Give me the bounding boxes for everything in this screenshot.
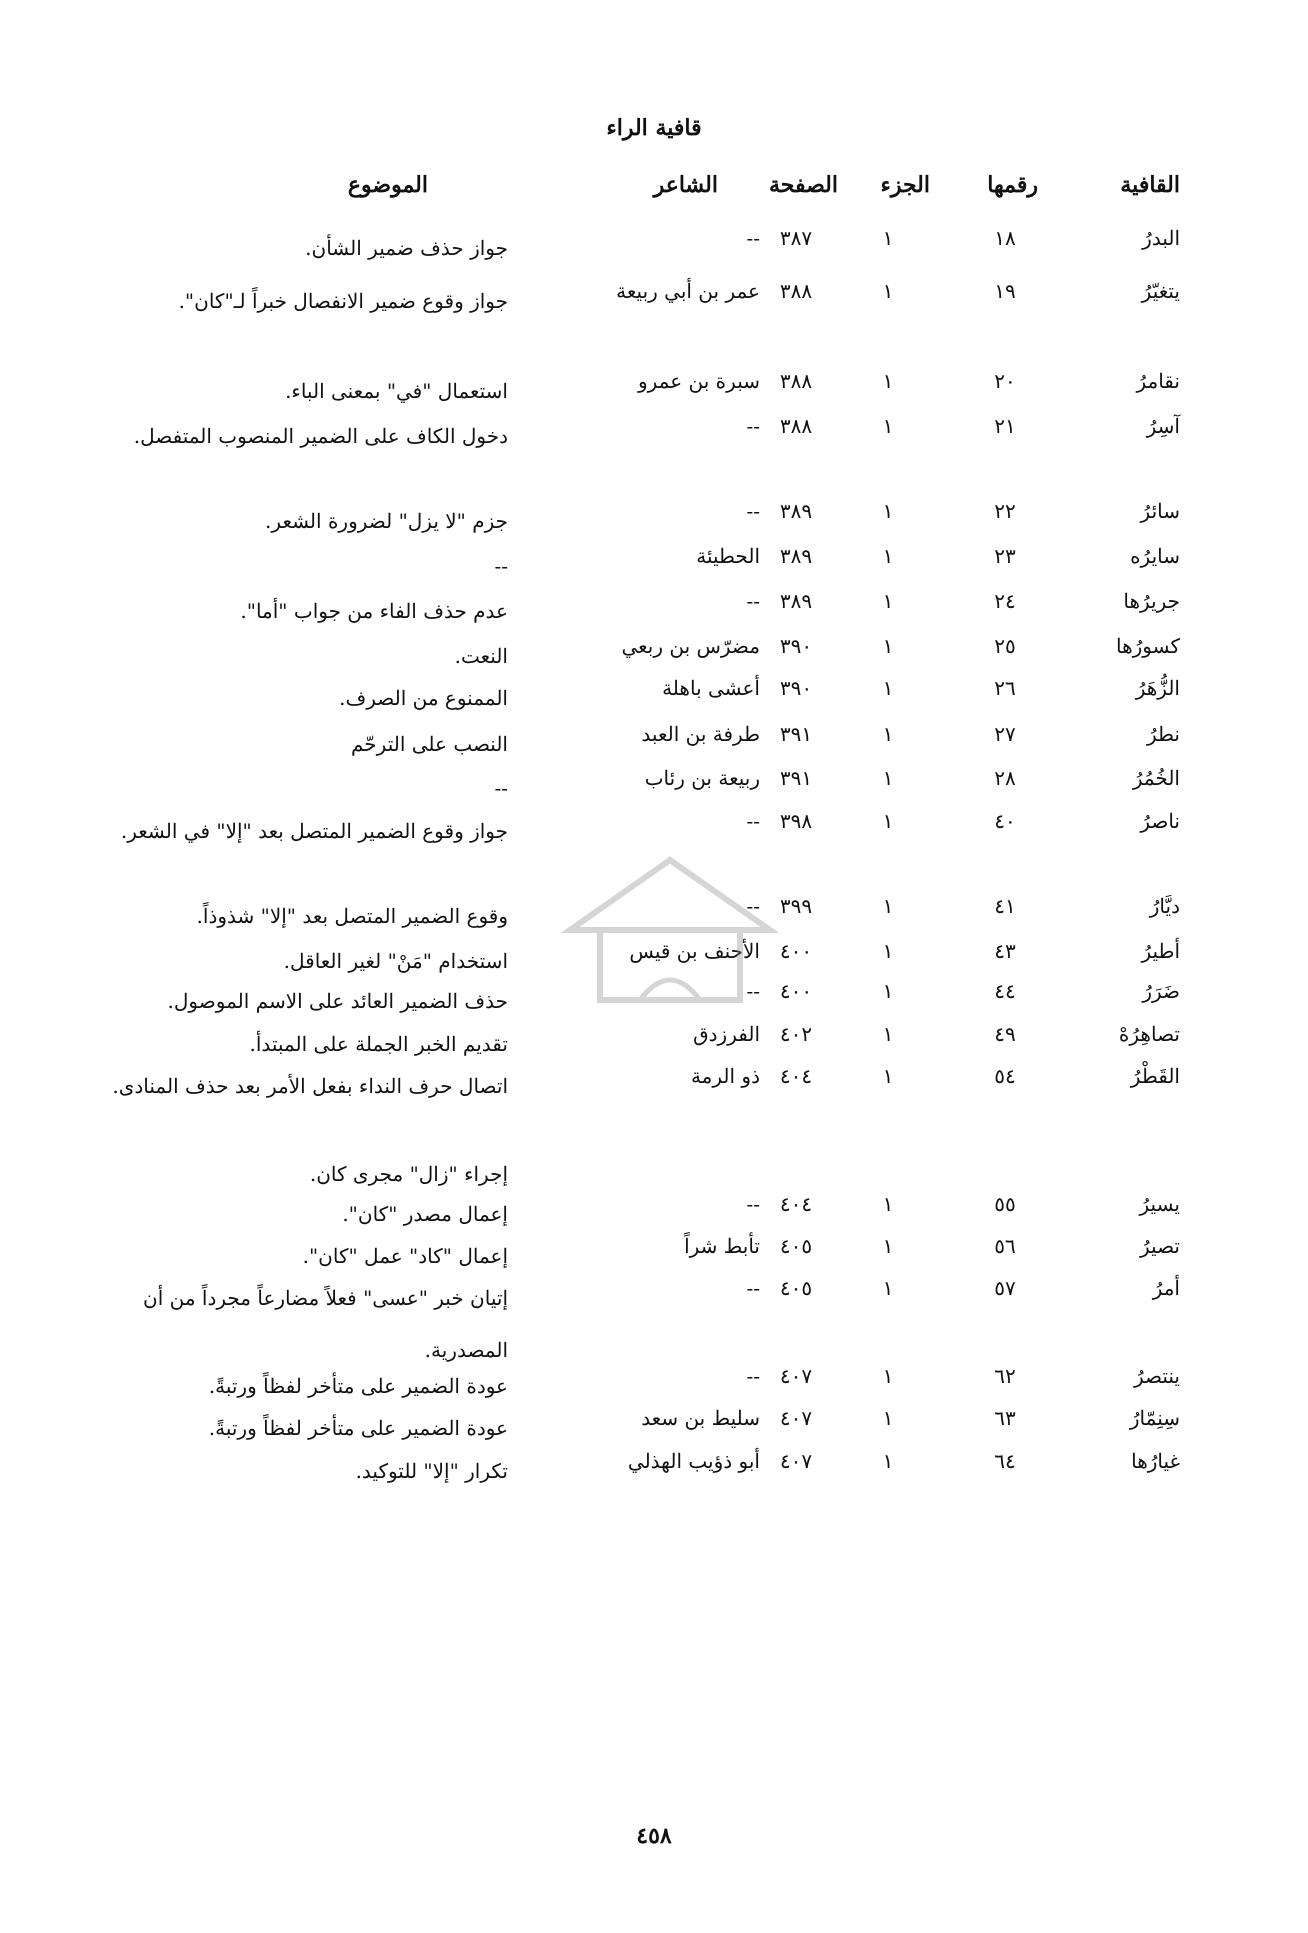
header-num: رقمها: [987, 172, 1038, 198]
qafiya-cell: سِنِمّارُ: [1129, 1406, 1180, 1430]
poet-cell: --: [746, 1192, 760, 1216]
poet-cell: مضرّس بن ربعي: [621, 634, 760, 658]
qafiya-cell: تصيرُ: [1140, 1234, 1180, 1258]
topic-cell: استعمال "في" بمعنى الباء.: [285, 379, 508, 403]
page-cell: ٣٨٧: [779, 226, 813, 250]
number-cell: ٢٤: [994, 589, 1016, 613]
volume-cell: ١: [882, 1449, 894, 1473]
header-qafiya: القافية: [1120, 172, 1180, 198]
volume-cell: ١: [882, 634, 894, 658]
number-cell: ٤٣: [994, 939, 1016, 963]
page-cell: ٣٩٠: [779, 634, 813, 658]
poet-cell: الفرزدق: [693, 1022, 760, 1046]
poet-cell: --: [746, 226, 760, 250]
number-cell: ٦٣: [994, 1406, 1016, 1430]
volume-cell: ١: [882, 1064, 894, 1088]
poet-cell: أبو ذؤيب الهذلي: [627, 1449, 760, 1473]
number-cell: ٢٥: [994, 634, 1016, 658]
poet-cell: --: [746, 499, 760, 523]
page-cell: ٣٩٩: [779, 894, 813, 918]
topic-cell: جواز وقوع الضمير المتصل بعد "إلا" في الشعر.: [120, 819, 508, 843]
page-cell: ٣٩١: [779, 766, 813, 790]
poet-cell: ذو الرمة: [690, 1064, 760, 1088]
volume-cell: ١: [882, 279, 894, 303]
topic-cell: اتصال حرف النداء بفعل الأمر بعد حذف المنادى.: [112, 1074, 508, 1098]
poet-cell: تأبط شراً: [684, 1234, 760, 1258]
poet-cell: --: [746, 414, 760, 438]
qafiya-cell: يتغيّرُ: [1141, 279, 1180, 303]
qafiya-cell: كسورُها: [1116, 634, 1180, 658]
number-cell: ٢٣: [994, 544, 1016, 568]
topic-cell: النصب على الترحّم: [350, 732, 508, 756]
poet-cell: أعشى باهلة: [662, 676, 760, 700]
volume-cell: ١: [882, 499, 894, 523]
number-cell: ٢٨: [994, 766, 1016, 790]
number-cell: ٤١: [994, 894, 1016, 918]
qafiya-cell: ضَرَرُ: [1142, 979, 1180, 1003]
qafiya-cell: القَطْرُ: [1130, 1064, 1180, 1088]
poet-cell: --: [746, 809, 760, 833]
topic-cell: حذف الضمير العائد على الاسم الموصول.: [167, 989, 508, 1013]
qafiya-cell: غيارُها: [1131, 1449, 1180, 1473]
topic-cell: عدم حذف الفاء من جواب "أما".: [240, 599, 508, 623]
number-cell: ١٩: [994, 279, 1016, 303]
header-page: الصفحة: [768, 172, 838, 198]
topic-cell: جواز وقوع ضمير الانفصال خبراً لـ"كان".: [178, 289, 508, 313]
poet-cell: الحطيئة: [696, 544, 760, 568]
number-cell: ٢٢: [994, 499, 1016, 523]
poet-cell: --: [746, 1364, 760, 1388]
qafiya-cell: نطرُ: [1146, 722, 1180, 746]
number-cell: ٤٤: [994, 979, 1016, 1003]
page-cell: ٤٠٧: [779, 1449, 813, 1473]
topic-cell: عودة الضمير على متأخر لفظاً ورتبةً.: [208, 1416, 508, 1440]
page-cell: ٣٩٨: [779, 809, 813, 833]
qafiya-cell: آسِرُ: [1146, 414, 1180, 438]
number-cell: ٢٠: [994, 369, 1016, 393]
topic-cell: إعمال "كاد" عمل "كان".: [302, 1244, 508, 1268]
topic-cell: جزم "لا يزل" لضرورة الشعر.: [265, 509, 508, 533]
qafiya-cell: الخُمُرُ: [1132, 766, 1180, 790]
volume-cell: ١: [882, 722, 894, 746]
number-cell: ٤٠: [994, 809, 1016, 833]
qafiya-cell: ناصرُ: [1140, 809, 1180, 833]
qafiya-cell: ديَّارُ: [1149, 894, 1180, 918]
page-cell: ٣٨٨: [779, 279, 813, 303]
volume-cell: ١: [882, 766, 894, 790]
volume-cell: ١: [882, 1234, 894, 1258]
volume-cell: ١: [882, 589, 894, 613]
page-cell: ٤٠٠: [779, 939, 813, 963]
page-cell: ٣٨٨: [779, 414, 813, 438]
qafiya-cell: نقامرُ: [1136, 369, 1180, 393]
qafiya-cell: البدرُ: [1142, 226, 1180, 250]
page-cell: ٣٨٩: [779, 544, 813, 568]
poet-cell: --: [746, 979, 760, 1003]
qafiya-cell: سايرُه: [1130, 544, 1180, 568]
page-cell: ٤٠٤: [779, 1192, 813, 1216]
topic-cell: إتيان خبر "عسى" فعلاً مضارعاً مجرداً من أن المصدرية.: [143, 1286, 508, 1362]
watermark-emblem: [540, 850, 800, 1030]
topic-cell: استخدام "مَنْ" لغير العاقل.: [283, 949, 508, 973]
page-cell: ٣٩١: [779, 722, 813, 746]
poet-cell: عمر بن أبي ربيعة: [616, 279, 760, 303]
page-number: ٤٥٨: [636, 1823, 672, 1849]
topic-cell: تكرار "إلا" للتوكيد.: [355, 1459, 508, 1483]
qafiya-cell: ينتصرُ: [1133, 1364, 1180, 1388]
page-cell: ٣٨٩: [779, 589, 813, 613]
number-cell: ٢٦: [994, 676, 1016, 700]
poet-cell: --: [746, 894, 760, 918]
volume-cell: ١: [882, 544, 894, 568]
number-cell: ٥٦: [994, 1234, 1016, 1258]
volume-cell: ١: [882, 1192, 894, 1216]
page-title: قافية الراء: [606, 115, 702, 141]
volume-cell: ١: [882, 414, 894, 438]
volume-cell: ١: [882, 1406, 894, 1430]
volume-cell: ١: [882, 894, 894, 918]
poet-cell: طرفة بن العبد: [641, 722, 760, 746]
header-poet: الشاعر: [653, 172, 718, 198]
number-cell: ١٨: [994, 226, 1016, 250]
volume-cell: ١: [882, 1022, 894, 1046]
topic-cell: --: [494, 776, 508, 800]
page-cell: ٤٠٥: [779, 1234, 813, 1258]
topic-cell: وقوع الضمير المتصل بعد "إلا" شذوذاً.: [196, 904, 508, 928]
qafiya-cell: جريرُها: [1123, 589, 1180, 613]
number-cell: ٥٥: [994, 1192, 1016, 1216]
page-cell: ٣٩٠: [779, 676, 813, 700]
qafiya-cell: تصاهِرُهْ: [1118, 1022, 1180, 1046]
header-topic: الموضوع: [347, 172, 428, 198]
table-row: [0, 1445, 1308, 1499]
number-cell: ٢٧: [994, 722, 1016, 746]
topic-cell: جواز حذف ضمير الشأن.: [305, 236, 508, 260]
volume-cell: ١: [882, 809, 894, 833]
poet-cell: --: [746, 589, 760, 613]
poet-cell: سليط بن سعد: [641, 1406, 760, 1430]
number-cell: ٤٩: [994, 1022, 1016, 1046]
topic-cell: تقديم الخبر الجملة على المبتدأ.: [249, 1032, 508, 1056]
number-cell: ٢١: [994, 414, 1016, 438]
number-cell: ٦٢: [994, 1364, 1016, 1388]
topic-cell: الممنوع من الصرف.: [339, 686, 508, 710]
topic-cell: --: [494, 554, 508, 578]
table-row: [0, 1272, 1308, 1362]
page-cell: ٤٠٥: [779, 1276, 813, 1300]
poet-cell: --: [746, 1276, 760, 1300]
volume-cell: ١: [882, 226, 894, 250]
topic-cell: إعمال مصدر "كان".: [342, 1202, 508, 1226]
page-cell: ٣٨٩: [779, 499, 813, 523]
topic-cell: إجراء "زال" مجرى كان.: [309, 1162, 508, 1186]
qafiya-cell: الزُّهَرُ: [1135, 676, 1180, 700]
volume-cell: ١: [882, 939, 894, 963]
qafiya-cell: يسيرُ: [1139, 1192, 1180, 1216]
page-cell: ٤٠٠: [779, 979, 813, 1003]
volume-cell: ١: [882, 676, 894, 700]
poet-cell: الأحنف بن قيس: [629, 939, 760, 963]
number-cell: ٦٤: [994, 1449, 1016, 1473]
volume-cell: ١: [882, 979, 894, 1003]
page-cell: ٤٠٤: [779, 1064, 813, 1088]
table-row: [0, 275, 1308, 329]
topic-cell: النعت.: [454, 644, 508, 668]
page-cell: ٤٠٢: [779, 1022, 813, 1046]
page-cell: ٣٨٨: [779, 369, 813, 393]
topic-cell: عودة الضمير على متأخر لفظاً ورتبةً.: [208, 1374, 508, 1398]
qafiya-cell: أمرُ: [1152, 1276, 1180, 1300]
table-row: [0, 410, 1308, 464]
table-row: [0, 1060, 1308, 1114]
number-cell: ٥٧: [994, 1276, 1016, 1300]
header-juz: الجزء: [880, 172, 930, 198]
volume-cell: ١: [882, 1364, 894, 1388]
volume-cell: ١: [882, 369, 894, 393]
volume-cell: ١: [882, 1276, 894, 1300]
poet-cell: سبرة بن عمرو: [637, 369, 760, 393]
qafiya-cell: سائرُ: [1140, 499, 1180, 523]
table-row: [0, 222, 1308, 276]
page-cell: ٤٠٧: [779, 1406, 813, 1430]
topic-cell: دخول الكاف على الضمير المنصوب المتفصل.: [133, 424, 508, 448]
qafiya-cell: أطيرُ: [1141, 939, 1180, 963]
number-cell: ٥٤: [994, 1064, 1016, 1088]
page-cell: ٤٠٧: [779, 1364, 813, 1388]
poet-cell: ربيعة بن رئاب: [644, 766, 760, 790]
